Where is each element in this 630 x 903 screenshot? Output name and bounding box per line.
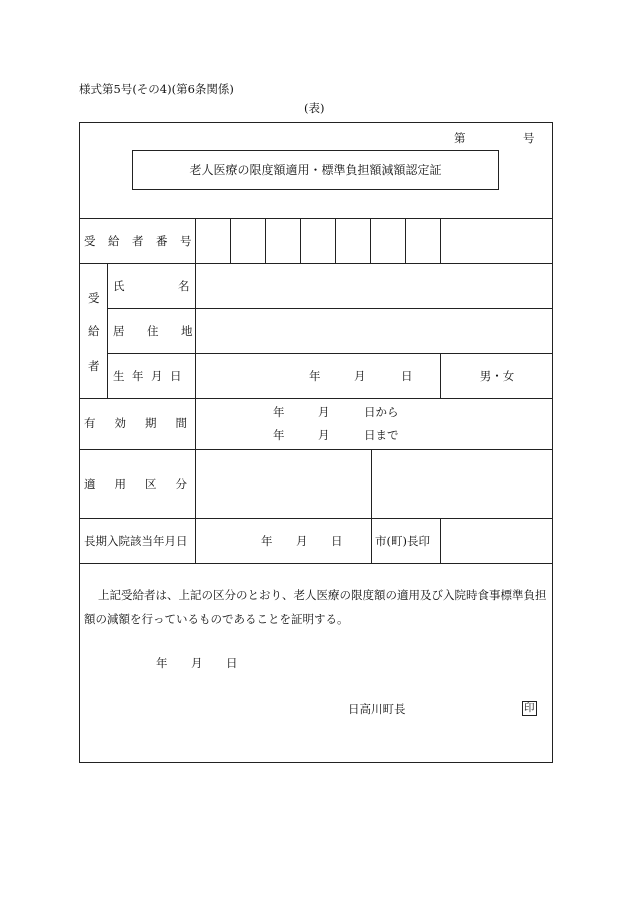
digit-box-divider	[230, 218, 231, 263]
digit-box-divider	[440, 218, 441, 263]
side-label: (表)	[304, 101, 325, 115]
validity-to-day: 日まで	[364, 428, 399, 442]
divider	[79, 398, 553, 399]
long-term-year: 年	[261, 534, 273, 548]
digit-box-divider	[300, 218, 301, 263]
recipient-group-char: 給	[88, 324, 100, 338]
recipient-number-label: 受給者番号	[84, 234, 204, 248]
mayor-seal-label: 市(町)長印	[375, 534, 430, 548]
name-label-first: 氏	[113, 279, 125, 293]
divider	[107, 353, 553, 354]
long-term-day: 日	[331, 534, 343, 548]
certification-line-2: 額の減額を行っているものであることを証明する。	[84, 612, 349, 626]
divider	[79, 263, 553, 264]
validity-from-year: 年	[273, 405, 285, 419]
divider	[79, 218, 553, 219]
recipient-group-char: 受	[88, 291, 100, 305]
divider	[107, 263, 108, 398]
long-term-month: 月	[296, 534, 308, 548]
name-label-last: 名	[178, 279, 190, 293]
divider	[107, 308, 553, 309]
classification-label: 適用区分	[84, 477, 206, 491]
validity-to-year: 年	[273, 428, 285, 442]
birthdate-month: 月	[354, 369, 366, 383]
validity-from-day: 日から	[364, 405, 399, 419]
digit-box-divider	[405, 218, 406, 263]
recipient-group-char: 者	[88, 359, 100, 373]
birthdate-year: 年	[309, 369, 321, 383]
digit-box-divider	[370, 218, 371, 263]
address-label: 居住地	[113, 324, 215, 338]
birthdate-label: 生年月日	[113, 369, 189, 383]
certificate-number-prefix: 第	[454, 131, 466, 145]
validity-to-month: 月	[318, 428, 330, 442]
divider	[79, 449, 553, 450]
certification-date-year: 年	[156, 656, 168, 670]
divider	[195, 218, 196, 563]
form-number: 様式第5号(その4)(第6条関係)	[79, 82, 234, 96]
digit-box-divider	[265, 218, 266, 263]
certificate-number-suffix: 号	[523, 131, 535, 145]
divider	[371, 449, 372, 563]
divider	[79, 518, 553, 519]
sex-options: 男・女	[479, 369, 515, 383]
certificate-title: 老人医療の限度額適用・標準負担額減額認定証	[189, 163, 442, 177]
seal-mark: 印	[524, 702, 535, 714]
validity-from-month: 月	[318, 405, 330, 419]
divider	[440, 518, 441, 563]
certification-date-day: 日	[226, 656, 238, 670]
long-term-label: 長期入院該当年月日	[84, 534, 188, 548]
birthdate-day: 日	[401, 369, 413, 383]
certification-line-1: 上記受給者は、上記の区分のとおり、老人医療の限度額の適用及び入院時食事標準負担	[98, 588, 547, 602]
validity-label: 有効期間	[84, 416, 206, 430]
issuer-name: 日高川町長	[348, 702, 406, 716]
divider	[79, 563, 553, 564]
digit-box-divider	[335, 218, 336, 263]
certification-date-month: 月	[191, 656, 203, 670]
